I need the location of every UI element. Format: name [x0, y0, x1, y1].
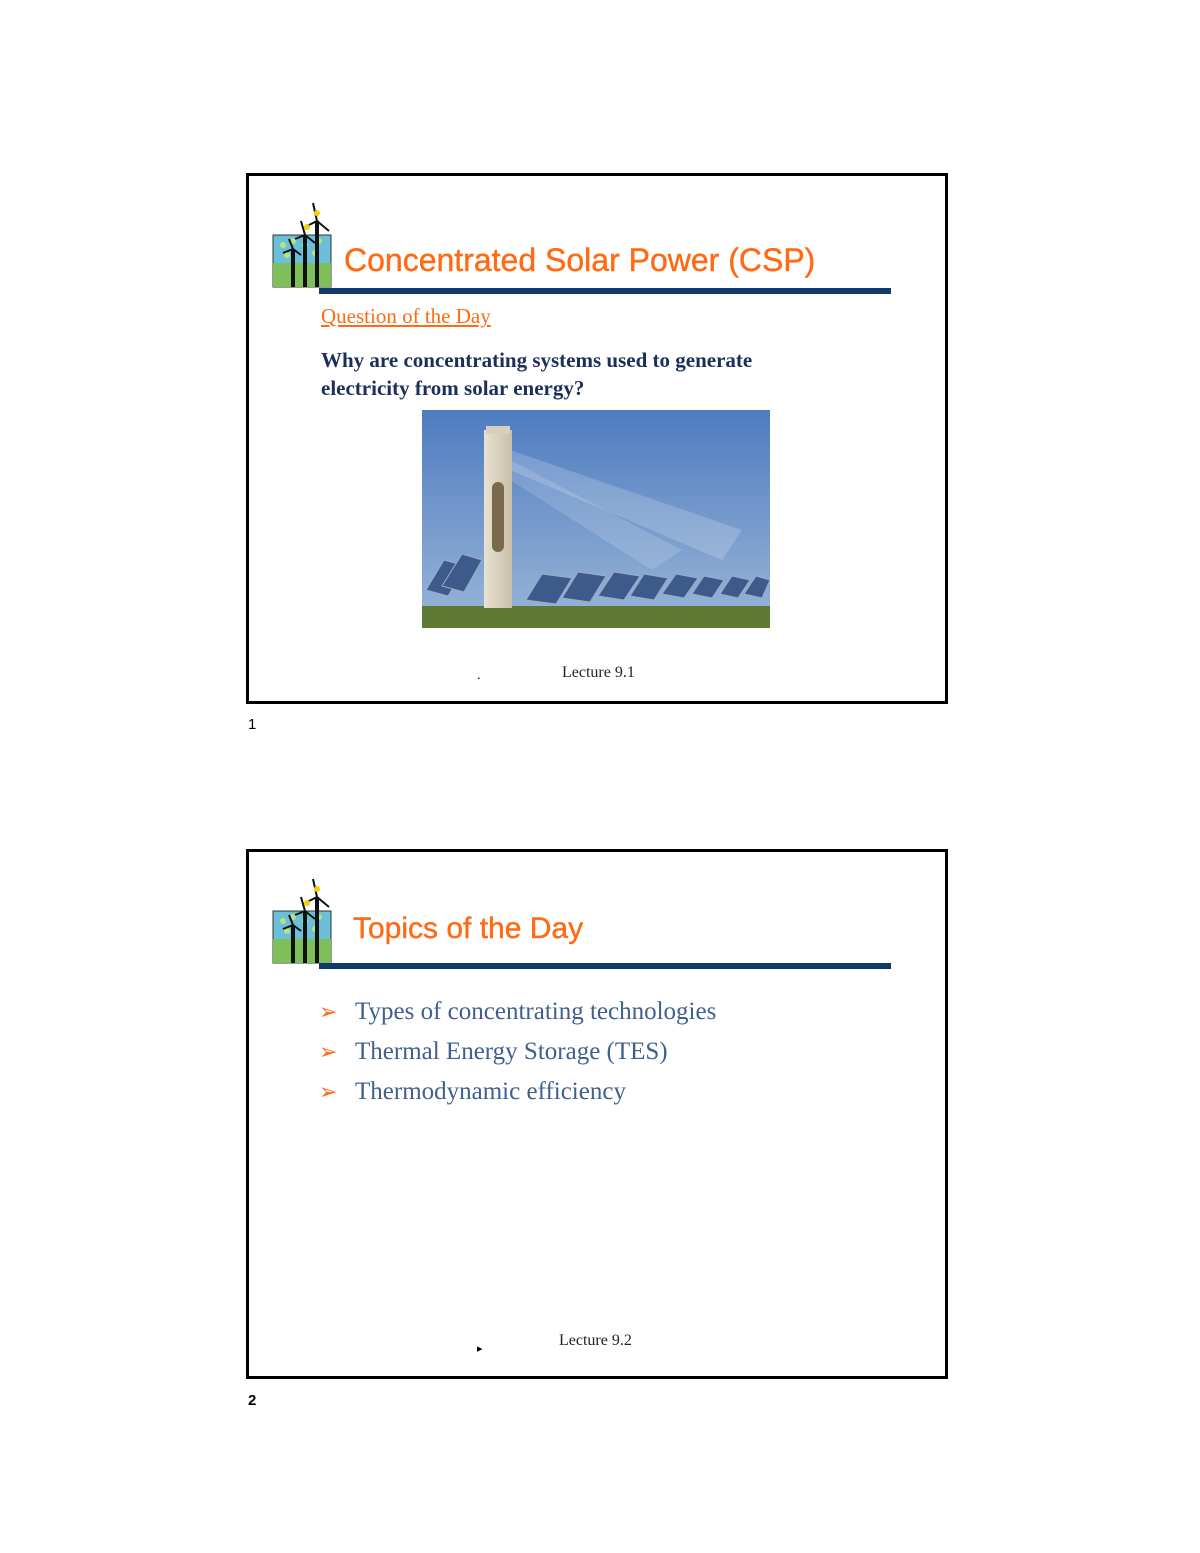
title-underline [319, 963, 891, 969]
question-text: Why are concentrating systems used to generate electricity from solar energy? [321, 348, 753, 400]
slide-footer: Lecture 9.2 [559, 1332, 632, 1349]
slide-marker: . [477, 668, 481, 683]
list-item [319, 1072, 716, 1112]
slide-marker: ▸ [477, 1343, 483, 1355]
slide-title: Concentrated Solar Power (CSP) [344, 242, 816, 278]
topic-text: Thermal Energy Storage (TES) [355, 1038, 668, 1065]
topics-list [319, 992, 716, 1112]
list-item [319, 992, 716, 1032]
arrow-bullet-icon: ➢ [319, 1039, 338, 1065]
wind-turbine-logo-icon [271, 877, 333, 965]
arrow-bullet-icon: ➢ [319, 999, 338, 1025]
list-item [319, 1032, 716, 1072]
arrow-bullet-icon: ➢ [319, 1079, 338, 1105]
slide-footer: Lecture 9.1 [562, 664, 635, 681]
slide-title: Topics of the Day [353, 912, 584, 945]
solar-tower-photo [422, 410, 770, 628]
question-heading: Question of the Day [321, 304, 491, 328]
slide-2 [246, 849, 948, 1379]
topic-text: Types of concentrating technologies [355, 998, 717, 1025]
page-number: 2 [248, 1392, 257, 1409]
slide-1 [246, 173, 948, 704]
topic-text: Thermodynamic efficiency [355, 1078, 626, 1105]
wind-turbine-logo-icon [271, 201, 333, 289]
title-underline [319, 288, 891, 294]
page-number: 1 [248, 716, 257, 733]
